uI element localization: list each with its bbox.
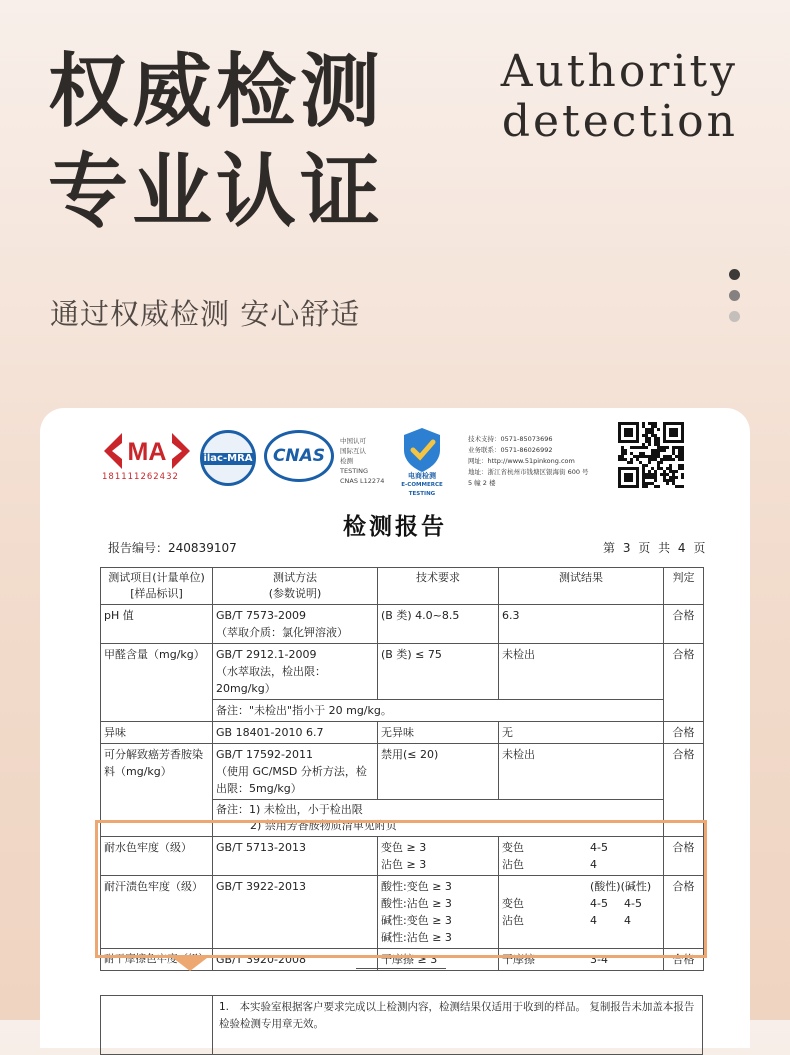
cell-item: 可分解致癌芳香胺染料（mg/kg）	[101, 744, 213, 837]
cell-method	[213, 644, 378, 700]
pager-dot-2[interactable]	[729, 290, 740, 301]
hero-english-line2: detection	[501, 96, 738, 147]
method-line: （使用 GC/MSD 分析方法，检出限：5mg/kg）	[216, 765, 367, 795]
result-label: 干摩擦	[502, 953, 535, 966]
result-value: 4	[590, 914, 597, 927]
cell-method: GB/T 5713-2013	[213, 837, 378, 876]
cell-verdict: 合格	[664, 837, 704, 876]
cell-requirement	[378, 876, 499, 949]
cell-result: 无	[499, 722, 664, 744]
result-value: 4	[624, 914, 631, 927]
ilac-label: ilac-MRA	[203, 453, 253, 464]
header-item	[101, 568, 213, 605]
cnas-label: CNAS	[272, 446, 326, 466]
result-label: 变色	[502, 841, 524, 854]
table-row-ph	[101, 605, 704, 644]
cell-item: 耐水色牢度（级）	[101, 837, 213, 876]
result-line	[502, 912, 660, 929]
cnas-text-line: TESTING	[340, 467, 368, 475]
result-header: (酸性)	[590, 880, 621, 893]
pager-dot-3[interactable]	[729, 311, 740, 322]
cell-result: 6.3	[499, 605, 664, 644]
cell-result: 未检出	[499, 644, 664, 700]
req-line: 碱性:沾色 ≥ 3	[381, 931, 452, 944]
cell-requirement: (B 类) ≤ 75	[378, 644, 499, 700]
result-spacer	[502, 878, 590, 895]
cma-number: 181111262432	[102, 472, 179, 482]
cell-verdict: 合格	[664, 876, 704, 949]
ilac-mra-logo	[200, 430, 256, 486]
result-header: (碱性)	[620, 880, 652, 893]
table-row-azo	[101, 744, 704, 800]
header-result: 测试结果	[499, 568, 664, 605]
table-row-sweat-fastness	[101, 876, 704, 949]
cell-result	[499, 876, 664, 949]
report-title: 检测报告	[343, 513, 447, 540]
result-value: 4	[590, 858, 597, 871]
result-label: 沾色	[502, 858, 524, 871]
cell-requirement: 干摩擦 ≥ 3	[378, 949, 499, 971]
cell-method: GB 18401-2010 6.7	[213, 722, 378, 744]
cell-result	[499, 837, 664, 876]
note-line: 2) 禁用芳香胺物质清单见附页	[250, 819, 397, 832]
cell-result: 未检出	[499, 744, 664, 800]
footer-note: 1. 本实验室根据客户要求完成以上检测内容，检测结果仅适用于收到的样品。 复制报告未加盖本报告检验检测专用章无效。	[219, 1001, 695, 1030]
qr-code-icon	[618, 422, 684, 488]
contact-line: 地址：浙江省杭州市钱塘区银海街 600 号	[468, 468, 589, 476]
note-line: 备注：1) 未检出，小于检出限	[216, 803, 363, 816]
report-card	[40, 408, 750, 1048]
cell-verdict: 合格	[664, 605, 704, 644]
header-item-line: 测试项目(计量单位)	[108, 571, 205, 584]
cell-requirement	[378, 837, 499, 876]
cnas-text-line: CNAS L12274	[340, 477, 385, 485]
method-line: GB/T 7573-2009	[216, 609, 306, 622]
result-label: 变色	[502, 897, 524, 910]
cnas-text	[340, 436, 384, 486]
header-method-line: 测试方法	[273, 571, 317, 584]
report-footer	[100, 995, 703, 1055]
header-method-line: (参数说明)	[268, 587, 322, 600]
req-line: 酸性:变色 ≥ 3	[381, 880, 452, 893]
header-method	[213, 568, 378, 605]
cell-item: pH 值	[101, 605, 213, 644]
page-info: 第 3 页 共 4 页	[603, 541, 706, 555]
cell-requirement: (B 类) 4.0~8.5	[378, 605, 499, 644]
req-line: 碱性:变色 ≥ 3	[381, 914, 452, 927]
header-verdict: 判定	[664, 568, 704, 605]
cell-item: 甲醛含量（mg/kg）	[101, 644, 213, 722]
cell-result	[499, 949, 664, 971]
cell-requirement: 无异味	[378, 722, 499, 744]
req-line: 变色 ≥ 3	[381, 841, 427, 854]
certification-logos	[40, 408, 750, 508]
svg-text:MA: MA	[127, 438, 167, 466]
ecommerce-label-en: E-COMMERCE TESTING	[401, 482, 443, 497]
cell-method	[213, 605, 378, 644]
cnas-text-line: 中国认可	[340, 437, 366, 445]
table-row-odor	[101, 722, 704, 744]
method-line: GB/T 2912.1-2009	[216, 648, 317, 661]
result-value: 4-5	[624, 897, 642, 910]
cell-method: GB/T 3920-2008	[213, 949, 378, 971]
ecommerce-label-cn: 电商检测	[408, 472, 436, 480]
end-of-table-line	[356, 968, 446, 969]
cell-method	[213, 744, 378, 800]
cell-verdict: 合格	[664, 722, 704, 744]
cnas-logo	[264, 430, 334, 482]
footer-left-cell	[101, 996, 213, 1054]
result-line	[502, 951, 660, 968]
cell-verdict: 合格	[664, 644, 704, 722]
hero-title-line1: 权威检测	[48, 45, 384, 138]
hero-title-line2: 专业认证	[48, 145, 384, 238]
result-label: 沾色	[502, 914, 524, 927]
contact-line: 业务联系：0571-86026992	[468, 446, 553, 454]
ecommerce-testing-label	[389, 472, 455, 499]
cell-requirement: 禁用(≤ 20)	[378, 744, 499, 800]
result-line	[502, 878, 660, 895]
highlight-pointer-icon	[173, 958, 207, 971]
method-line: （萃取介质：氯化钾溶液）	[216, 626, 348, 639]
report-number-value: 240839107	[168, 541, 237, 555]
cell-item: 耐汗渍色牢度（级）	[101, 876, 213, 949]
result-value: 3-4	[590, 953, 608, 966]
contact-line: 网址：http://www.51pinkong.com	[468, 457, 575, 465]
table-row-water-fastness	[101, 837, 704, 876]
test-results-table	[100, 567, 704, 971]
cnas-text-line: 检测	[340, 457, 353, 465]
result-line	[502, 856, 660, 873]
lab-contact-info	[468, 434, 589, 489]
contact-line: 5 幢 2 楼	[468, 479, 496, 487]
method-line: （水萃取法，检出限：20mg/kg）	[216, 665, 326, 695]
cnas-text-line: 国际互认	[340, 447, 366, 455]
cell-note: 备注："未检出"指小于 20 mg/kg。	[213, 700, 664, 722]
method-line: GB/T 17592-2011	[216, 748, 313, 761]
header-item-line: [样品标识]	[130, 587, 183, 600]
result-line	[502, 895, 660, 912]
report-number-label: 报告编号：	[108, 541, 169, 555]
cell-item: 异味	[101, 722, 213, 744]
table-header-row	[101, 568, 704, 605]
report-number	[108, 539, 237, 556]
req-line: 沾色 ≥ 3	[381, 858, 427, 871]
hero-english-line1: Authority	[500, 46, 738, 97]
header-requirement: 技术要求	[378, 568, 499, 605]
cell-verdict: 合格	[664, 744, 704, 837]
hero-subtitle: 通过权威检测 安心舒适	[50, 297, 361, 331]
req-line: 酸性:沾色 ≥ 3	[381, 897, 452, 910]
result-line	[502, 839, 660, 856]
result-value: 4-5	[590, 841, 608, 854]
ecommerce-testing-shield-icon	[396, 426, 448, 474]
result-value: 4-5	[590, 897, 608, 910]
table-row-formaldehyde	[101, 644, 704, 700]
cell-method: GB/T 3922-2013	[213, 876, 378, 949]
cell-verdict: 合格	[664, 949, 704, 971]
contact-line: 技术支持：0571-85073696	[468, 435, 553, 443]
cell-item: 耐干摩擦色牢度（级）	[101, 949, 213, 971]
pager-dot-1[interactable]	[729, 269, 740, 280]
cell-note	[213, 800, 664, 837]
